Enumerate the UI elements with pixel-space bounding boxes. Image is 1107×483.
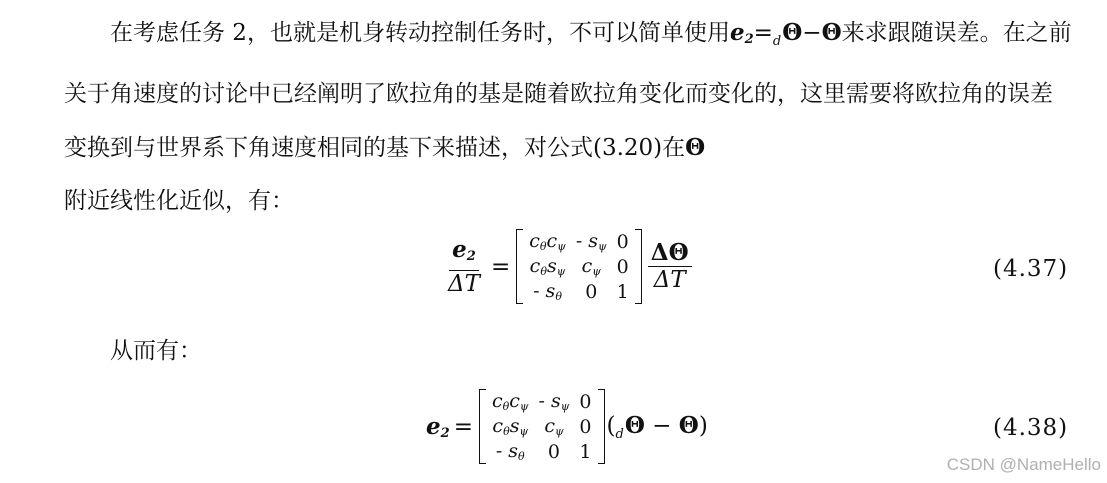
equation-number-4-38: (4.38) xyxy=(993,415,1069,441)
rhs-denominator: ΔT xyxy=(653,267,686,293)
matrix-cell: 0 xyxy=(579,415,592,438)
lhs-error: $e_2$ xyxy=(426,412,450,441)
matrix-cell: - sθ xyxy=(495,440,525,463)
paragraph-1-text-a: 在考虑任务 2，也就是机身转动控制任务时，不可以简单使用 xyxy=(110,20,730,46)
matrix-cell: - sψ xyxy=(575,230,607,253)
paragraph-1-text-c: 附近线性化近似，有： xyxy=(64,188,294,214)
lhs-fraction xyxy=(445,235,483,297)
lhs-denominator: ΔT xyxy=(448,270,480,297)
paragraph-2: 从而有： xyxy=(110,338,202,364)
equation-4-38 xyxy=(426,389,708,464)
minus-sign: − xyxy=(802,20,822,46)
matrix-cell: 0 xyxy=(579,390,592,413)
theta-linearization: Θ xyxy=(685,134,706,161)
equals-sign: = xyxy=(490,253,511,280)
equals-sign: = xyxy=(453,413,473,440)
rotation-matrix xyxy=(516,229,642,304)
watermark: CSDN @NameHello xyxy=(946,455,1101,474)
rhs-fraction xyxy=(648,241,692,292)
theta-actual: Θ xyxy=(821,19,842,46)
paragraph-1 xyxy=(64,6,1074,228)
matrix-cell: 0 xyxy=(616,230,629,253)
matrix-cell: 0 xyxy=(585,280,598,303)
error-symbol: $e_2$ xyxy=(729,19,754,47)
matrix-cell: - sψ xyxy=(538,390,570,413)
matrix-cell: cθsψ xyxy=(529,255,566,278)
matrix-cell: 0 xyxy=(616,255,629,278)
equation-number-4-37: (4.37) xyxy=(993,256,1069,282)
desired-subscript: d xyxy=(772,34,782,49)
theta-desired: Θ xyxy=(782,19,803,46)
rotation-matrix xyxy=(479,389,605,464)
matrix-cell: cθcψ xyxy=(529,230,566,253)
rhs-numerator: ΔΘ xyxy=(648,241,692,267)
equals-sign: = xyxy=(753,20,773,46)
paragraph-1-text-b: 来求跟随误差。在之前关于角速度的讨论中已经阐明了欧拉角的基是随着欧拉角变化而变化的，这里需要将欧拉角的误差变换到与世界系下角速度相同的基下来描述，对公式(3.20)在 xyxy=(64,20,1072,161)
matrix-cell: cθcψ xyxy=(491,390,529,413)
matrix-cell: 1 xyxy=(616,280,629,303)
matrix-cell: cθsψ xyxy=(492,415,529,438)
equation-4-37 xyxy=(441,229,696,304)
matrix-cell: cψ xyxy=(544,415,564,438)
matrix-cell: 0 xyxy=(547,440,561,463)
matrix-cell: 1 xyxy=(579,440,592,463)
matrix-cell: - sθ xyxy=(533,280,562,303)
lhs-numerator: $e_2$ xyxy=(449,238,479,271)
rhs-expression: $(_d\Theta - \Theta)$ xyxy=(606,411,708,442)
matrix-cell: cψ xyxy=(581,255,601,278)
